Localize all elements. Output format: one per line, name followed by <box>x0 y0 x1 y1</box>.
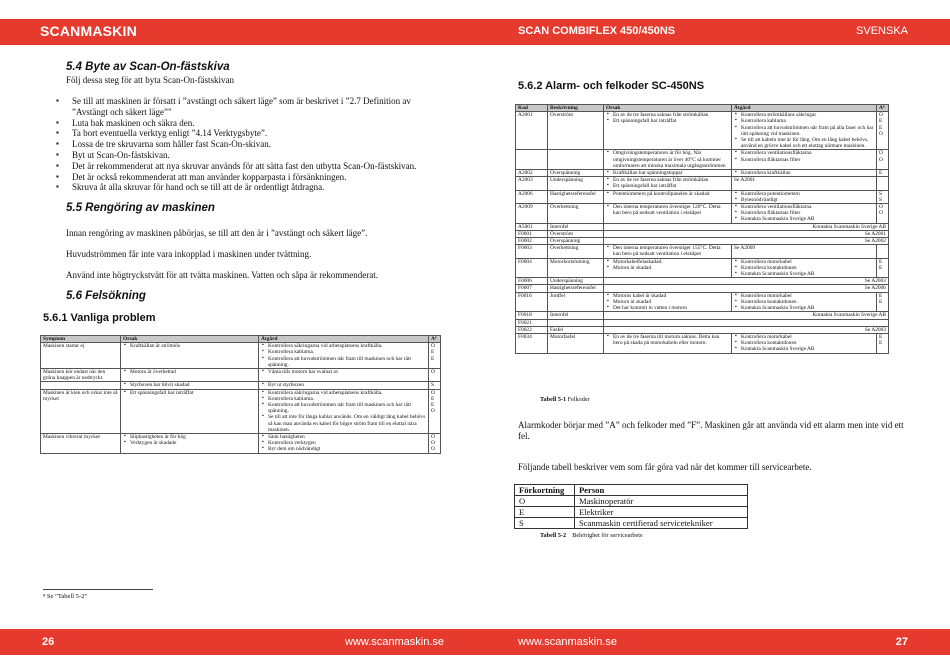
caption-label: Tabell 5-1 <box>540 396 567 403</box>
orsak-item: ▪ Motorn är skadad <box>606 299 729 305</box>
col-atgard: Åtgärd <box>732 105 877 112</box>
atgard-item: ▪ Kontrollera kablarna. <box>261 396 426 402</box>
code-cell: F0034 <box>516 333 548 353</box>
table-row <box>516 170 889 177</box>
list-item: ▪ Luta bak maskinen och säkra den. <box>56 118 434 129</box>
orsak-cell <box>121 382 259 389</box>
atgard-item: ▪ Kontrollera verktygen <box>261 440 426 446</box>
list-item: ▪ Lossa de tre skruvarna som håller fast Scan-On-skivan. <box>56 139 434 150</box>
a-item: O <box>431 446 435 453</box>
orsak-cell <box>604 177 732 190</box>
description-cell: Överspänning <box>548 238 604 245</box>
a-item: E <box>879 340 883 347</box>
atgard-item: ▪ Kontakta Scanmaskin Sverige AB <box>734 271 874 277</box>
orsak-item: ▪ Kraftkällan har spänningstoppar <box>606 170 729 176</box>
atgard-item: ▪ Kontakta Scanmaskin Sverige AB <box>734 305 874 311</box>
section-5-4-title: 5.4 Byte av Scan-On-fästskiva <box>66 61 230 73</box>
footnote: ⁸ Se ”Tabell 5-2” <box>43 593 88 600</box>
code-cell: A2009 <box>516 204 548 224</box>
product-title: SCAN COMBIFLEX 450/450NS <box>518 25 676 37</box>
section-5-6-1-title: 5.6.1 Vanliga problem <box>43 312 156 324</box>
table-row <box>516 150 889 170</box>
atgard-item: ▪ Kontrollera säkringarna vid arbetsplatsens kraftkälla. <box>261 390 426 396</box>
a-item: E <box>879 333 883 340</box>
a-item: O <box>431 408 435 415</box>
a-item: E <box>431 402 435 409</box>
orsak-item: ▪ Ett spänningsfall har inträffat <box>606 118 729 124</box>
table-row <box>41 343 441 369</box>
code-cell: F0021 <box>516 319 548 326</box>
table-row <box>516 292 889 312</box>
table-header-row <box>515 485 748 496</box>
full-cell: Se A2006 <box>604 285 889 292</box>
atgard-item: ▪ Kontrollera säkringarna vid arbetsplatsens kraftkälla. <box>261 343 426 349</box>
atgard-cell <box>732 190 877 203</box>
section-5-5-paragraph-3: Använd inte högtryckstvätt för att tvätta maskinen. Vatten och såpa är rekommenderat. <box>66 270 378 280</box>
description-cell: Underspänning <box>548 177 604 190</box>
col-symptom: Symptom <box>41 336 121 343</box>
col-a: A⁸ <box>877 105 889 112</box>
website-link-right[interactable]: www.scanmaskin.se <box>518 636 618 648</box>
alarm-paragraph: Alarmkoder börjar med ”A” och felkoder med ”F”. Maskinen går att använda vid ett alarm men inte vid ett fel. <box>518 420 904 441</box>
abbreviation-cell: E <box>515 507 575 518</box>
atgard-item: ▪ Bytesnödvändigt <box>734 197 874 203</box>
table-row <box>41 369 441 382</box>
header-bar <box>0 19 950 45</box>
orsak-item: ▪ Omgivningstemperaturen är för hög. När omgivningstemperaturen är över 40°C så kommer omformaren att minska maximala utgångsströmmen <box>606 150 729 169</box>
atgard-cell <box>259 389 429 433</box>
atgard-item: ▪ Kontrollera kraftkällan <box>734 170 874 176</box>
code-cell: F0001 <box>516 230 548 237</box>
orsak-item: ▪ Potentiometern på kontrollpanelen är skadad <box>606 191 729 197</box>
table-row <box>516 285 889 292</box>
description-cell <box>548 150 604 170</box>
a-item: S <box>879 196 882 203</box>
code-cell: A2001 <box>516 112 548 150</box>
atgard-item: ▪ Kontrollera motorkabel <box>734 334 874 340</box>
list-item: ▪ Ta bort eventuella verktyg enligt ”4.14 Verktygsbyte”. <box>56 128 434 139</box>
description-cell: Överhettning <box>548 204 604 224</box>
table-row <box>516 312 889 319</box>
list-item: ▪ Det är rekommenderat att nya skruvar används för att sätta fast den utbytta Scan-On-fästskivan. <box>56 161 434 172</box>
section-5-6-title: 5.6 Felsökning <box>66 290 146 302</box>
code-cell: A2003 <box>516 177 548 190</box>
col-orsak: Orsak <box>121 336 259 343</box>
orsak-cell <box>121 389 259 433</box>
common-problems-table <box>40 335 441 454</box>
code-cell: F0004 <box>516 258 548 278</box>
page-number-left: 26 <box>42 636 55 648</box>
table-row <box>41 434 441 454</box>
a-cell <box>877 204 889 224</box>
col-a: A⁸ <box>429 336 441 343</box>
atgard-item: ▪ Kontrollera motorkabel <box>734 259 874 265</box>
orsak-cell <box>604 333 732 353</box>
description-cell: Överström <box>548 112 604 150</box>
footer-bar <box>0 629 950 655</box>
symptom-cell: Maskinen vibrerar mycket <box>41 434 121 454</box>
atgard-item: ▪ Kontrollera ventilationsfläktarna <box>734 150 874 156</box>
atgard-item: ▪ Kontrollera ventilationsfläktarna <box>734 204 874 210</box>
description-cell: Internfel <box>548 312 604 319</box>
orsak-item: ▪ Ett spänningsfall har inträffat <box>606 183 729 189</box>
atgard-item: ▪ Kontrollera kontaktdonen <box>734 340 874 346</box>
description-cell: Fasfel <box>548 326 604 333</box>
table-row <box>516 112 889 150</box>
section-5-4-intro: Följ dessa steg för att byta Scan-On-fästskivan <box>66 75 234 85</box>
orsak-item: ▪ Styrboxen har blivit skadad <box>123 382 256 388</box>
col-atgard: Åtgärd <box>259 336 429 343</box>
description-cell: Hastighetsreferensfel <box>548 190 604 203</box>
page-number-right: 27 <box>895 636 908 648</box>
alarm-codes-table <box>515 104 889 354</box>
a-cell <box>877 150 889 170</box>
a-item: E <box>879 292 883 299</box>
a-cell <box>877 292 889 312</box>
a-item: O <box>879 112 883 119</box>
atgard-item: ▪ Kontrollera kontaktdonen <box>734 299 874 305</box>
table-row <box>516 245 889 258</box>
orsak-cell <box>121 343 259 369</box>
orsak-cell <box>604 170 732 177</box>
table-header-row <box>41 336 441 343</box>
description-cell: Överspänning <box>548 170 604 177</box>
atgard-cell <box>259 369 429 382</box>
full-cell <box>604 319 889 326</box>
a-item: O <box>431 389 435 396</box>
orsak-item: ▪ Den interna temperaturen överstiger 120°C. Detta kan bero på nedsatt ventilation i elskåpet <box>606 204 729 216</box>
person-cell: Scanmaskin certifierad servicetekniker <box>574 518 747 529</box>
code-cell: F0018 <box>516 312 548 319</box>
person-cell: Elektriker <box>574 507 747 518</box>
orsak-cell <box>604 150 732 170</box>
atgard-cell: Se A2009 <box>732 245 877 258</box>
atgard-item: ▪ Vänta tills motorn har svalnat av <box>261 369 426 375</box>
orsak-item: ▪ Motorn är skadad. <box>606 265 729 271</box>
description-cell: Motorkortslutning <box>548 258 604 278</box>
atgard-item: ▪ Kontakta Scanmaskin Sverige AB <box>734 346 874 352</box>
orsak-item: ▪ Motorns kabel är skadad <box>606 293 729 299</box>
orsak-cell <box>604 292 732 312</box>
table-5-1-caption <box>540 396 590 403</box>
a-item: E <box>879 118 883 125</box>
person-cell: Maskinoperatör <box>574 496 747 507</box>
atgard-item: ▪ Sänk hastigheten <box>261 434 426 440</box>
atgard-cell <box>732 112 877 150</box>
orsak-item: ▪ Sliphastigheten är för hög <box>123 434 256 440</box>
orsak-item: ▪ Verktygen är skadade <box>123 440 256 446</box>
atgard-item: ▪ Kontrollera fläktarnas filter <box>734 210 874 216</box>
description-cell: Internfel <box>548 223 604 230</box>
code-cell: F0022 <box>516 326 548 333</box>
orsak-item: ▪ En av de tre faserna saknas från strömkällan <box>606 112 729 118</box>
atgard-item: ▪ Kontrollera motorkabel <box>734 293 874 299</box>
atgard-item: ▪ Kontrollera kontaktdonen <box>734 265 874 271</box>
description-cell: Motorfasfel <box>548 333 604 353</box>
code-cell: A5001 <box>516 223 548 230</box>
list-item: ▪ Se till att maskinen är försatt i ”avstängt och säkert läge” som är beskrivet i ”2.7 Definition av ”Avstängt och säkert läge”" <box>56 96 434 118</box>
orsak-cell <box>604 190 732 203</box>
a-cell <box>877 170 889 177</box>
a-cell <box>877 190 889 203</box>
a-item: O <box>879 156 883 163</box>
a-item: O <box>431 369 435 376</box>
description-cell <box>548 319 604 326</box>
persons-paragraph: Följande tabell beskriver vem som får göra vad när det kommer till servicearbete. <box>518 462 812 472</box>
atgard-item: ▪ Kontakta Scanmaskin Sverige AB <box>734 216 874 222</box>
table-row <box>516 319 889 326</box>
a-cell <box>429 382 441 389</box>
code-cell: F0003 <box>516 245 548 258</box>
section-5-5-title: 5.5 Rengöring av maskinen <box>66 202 215 214</box>
symptom-cell: Maskinen är klen och orkar inte så mycket <box>41 389 121 433</box>
a-item: E <box>879 298 883 305</box>
col-person: Person <box>574 485 747 496</box>
orsak-cell <box>121 369 259 382</box>
table-5-2-caption <box>540 532 643 539</box>
atgard-item: ▪ Kontrollera strömkällans säkringar <box>734 112 874 118</box>
a-cell <box>877 177 889 190</box>
brand-logo: SCANMASKIN <box>40 23 137 39</box>
orsak-cell <box>604 258 732 278</box>
table-row <box>515 496 748 507</box>
orsak-item: ▪ Den interna temperaturen överstiger 155°C. Detta kan bero på nedsatt ventilation i elskåpet <box>606 245 729 257</box>
a-item: E <box>431 349 435 356</box>
list-item: ▪ Det är också rekommenderat att man använder kopparpasta i försänkningen. <box>56 172 434 183</box>
language-label: SVENSKA <box>856 25 908 37</box>
description-cell: Hastighetsreferensfel <box>548 285 604 292</box>
table-row <box>516 230 889 237</box>
atgard-cell <box>732 333 877 353</box>
atgard-cell <box>259 434 429 454</box>
atgard-item: ▪ Kontrollera kablarna <box>734 118 874 124</box>
footnote-divider <box>43 589 153 590</box>
abbreviation-cell: O <box>515 496 575 507</box>
orsak-item: ▪ Ett spänningsfall har inträffat <box>123 390 256 396</box>
atgard-item: ▪ Byt dem om nödvändigt <box>261 446 426 452</box>
a-cell <box>877 333 889 353</box>
orsak-item: ▪ Det har kommit in vatten i motorn <box>606 305 729 311</box>
a-cell <box>877 245 889 258</box>
section-5-5-paragraph-2: Huvudströmmen får inte vara inkopplad i maskinen under tvättning. <box>66 249 312 259</box>
orsak-cell <box>604 245 732 258</box>
full-cell: Se A2003 <box>604 278 889 285</box>
table-row <box>515 507 748 518</box>
abbreviation-cell: S <box>515 518 575 529</box>
orsak-cell <box>121 434 259 454</box>
col-kod: Kod <box>516 105 548 112</box>
a-item: O <box>879 150 883 157</box>
full-cell: Se A2002 <box>604 238 889 245</box>
symptom-cell: Maskinen startar ej <box>41 343 121 369</box>
website-link-left[interactable]: www.scanmaskin.se <box>345 636 445 648</box>
code-cell: A2006 <box>516 190 548 203</box>
a-item: E <box>879 170 883 177</box>
a-cell <box>877 112 889 150</box>
description-cell: Överström <box>548 230 604 237</box>
caption-text: Behörighet för servicearbete <box>572 532 643 539</box>
full-cell: Kontakta Scanmaskin Sverige AB <box>604 312 889 319</box>
orsak-cell <box>604 112 732 150</box>
table-row <box>516 177 889 190</box>
atgard-item: ▪ Se till att inte för långa kablar används. Om en väldigt lång kabel behövs så kan man använda en kabel för högre ström fram till en eluttal nära maskinen. <box>261 414 426 433</box>
a-item: O <box>431 440 435 447</box>
a-item: E <box>879 258 883 265</box>
table-row <box>41 382 441 389</box>
table-row <box>516 223 889 230</box>
section-5-6-2-title: 5.6.2 Alarm- och felkoder SC-450NS <box>518 80 705 92</box>
atgard-cell <box>259 343 429 369</box>
full-cell: Se A2003 <box>604 326 889 333</box>
atgard-cell <box>732 258 877 278</box>
col-forkortning: Förkortning <box>515 485 575 496</box>
description-cell: Jordfel <box>548 292 604 312</box>
caption-label: Tabell 5-2 <box>540 532 567 539</box>
a-item: E <box>431 355 435 362</box>
full-cell: Se A2001 <box>604 230 889 237</box>
atgard-item: ▪ Se till att kabeln inte är för lång. Om en lång kabel behövs, använd en grövre kabel och ett eluttag närmare maskinen. <box>734 137 874 149</box>
table-row <box>516 333 889 353</box>
code-cell: F0007 <box>516 285 548 292</box>
atgard-cell <box>259 382 429 389</box>
table-row <box>516 190 889 203</box>
code-cell: F0002 <box>516 238 548 245</box>
section-5-4-steps <box>56 96 434 193</box>
orsak-cell <box>604 204 732 224</box>
code-cell: F0016 <box>516 292 548 312</box>
col-orsak: Orsak <box>604 105 732 112</box>
a-item: E <box>879 264 883 271</box>
a-cell <box>429 389 441 433</box>
symptom-cell <box>41 382 121 389</box>
person-table <box>514 484 748 529</box>
list-item: ▪ Skruva åt alla skruvar för hand och se till att de är ordentligt åtdragna. <box>56 182 434 193</box>
orsak-item: ▪ Kraftkällan är strömlös <box>123 343 256 349</box>
atgard-item: ▪ Kontrollera kablarna. <box>261 349 426 355</box>
col-beskrivning: Beskrivning <box>548 105 604 112</box>
full-cell: Kontakta Scanmaskin Sverige AB <box>604 223 889 230</box>
atgard-item: ▪ Kontrollera att huvudströmmen når fram till maskinen och har rätt spänning. <box>261 402 426 414</box>
orsak-item: ▪ En av de tre faserna till motorn saknas. Detta kan bero på skada på motorkabeln eller motorn. <box>606 334 729 346</box>
a-item: O <box>879 210 883 217</box>
description-cell: Överhettning <box>548 245 604 258</box>
a-item: O <box>431 343 435 350</box>
atgard-cell: Se A2001 <box>732 177 877 190</box>
table-row <box>516 278 889 285</box>
a-item: E <box>431 395 435 402</box>
table-header-row <box>516 105 889 112</box>
orsak-item: ▪ Motorn är överhettad <box>123 369 256 375</box>
atgard-cell <box>732 150 877 170</box>
a-item: E <box>879 124 883 131</box>
section-5-5-paragraph-1: Innan rengöring av maskinen påbörjas, se till att den är i ”avstängt och säkert läge”. <box>66 228 368 238</box>
atgard-item: ▪ Kontrollera att huvudströmmen når fram till maskinen och har rätt spänning. <box>261 356 426 368</box>
table-row <box>516 204 889 224</box>
atgard-cell <box>732 292 877 312</box>
table-row <box>516 238 889 245</box>
description-cell: Underspänning <box>548 278 604 285</box>
symptom-cell: Maskinen kör endast när den gröna knappen är nedtryckt. <box>41 369 121 382</box>
atgard-item: ▪ Kontrollera fläktarnas filter <box>734 157 874 163</box>
table-row <box>515 518 748 529</box>
a-cell <box>877 258 889 278</box>
a-cell <box>429 434 441 454</box>
a-item: S <box>431 382 434 389</box>
table-row <box>516 326 889 333</box>
a-item: O <box>431 434 435 441</box>
code-cell: F0006 <box>516 278 548 285</box>
a-cell <box>429 369 441 382</box>
atgard-item: ▪ Kontrollera att huvudströmmen når fram på alla faser och har rätt spänning vid maskinen. <box>734 125 874 137</box>
a-cell <box>429 343 441 369</box>
atgard-cell <box>732 170 877 177</box>
atgard-cell <box>732 204 877 224</box>
a-item: S <box>879 190 882 197</box>
a-item: O <box>879 204 883 211</box>
atgard-item: ▪ Byt ut styrboxen <box>261 382 426 388</box>
caption-text: Felkoder <box>567 396 590 403</box>
atgard-item: ▪ Kontrollera potentiometern <box>734 191 874 197</box>
code-cell <box>516 150 548 170</box>
code-cell: A2002 <box>516 170 548 177</box>
orsak-item: ▪ Motorkabelfelaskadad. <box>606 259 729 265</box>
orsak-item: ▪ En av de tre faserna saknas från strömkällan <box>606 177 729 183</box>
table-row <box>516 258 889 278</box>
table-row <box>41 389 441 433</box>
a-item: O <box>879 130 883 137</box>
list-item: ▪ Byt ut Scan-On-fästskivan. <box>56 150 434 161</box>
